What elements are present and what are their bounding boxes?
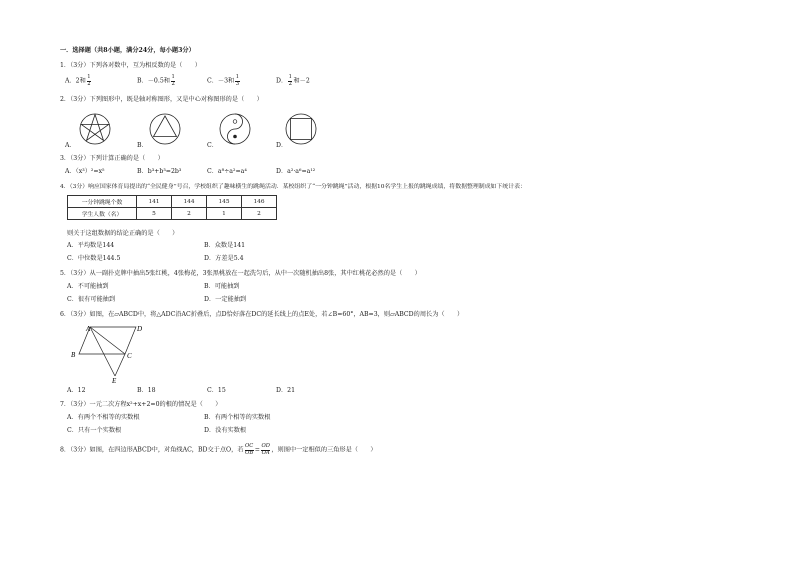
- q2-option-d: D．: [276, 142, 288, 149]
- table-cell: 144: [172, 196, 207, 208]
- q1-option-c: C．－3和 $\frac{1}{3}$: [207, 74, 240, 87]
- q1-option-b: B．－0.5和 $\frac{1}{2}$: [137, 74, 175, 87]
- q1-option-a: A．2和 $\frac{1}{2}$: [65, 74, 91, 87]
- q6-option-b: B．18: [137, 387, 156, 394]
- q4-option-b: B．众数是141: [204, 242, 246, 249]
- point-label-a: A: [86, 325, 91, 333]
- q5-option-b: B．可能抽到: [204, 283, 240, 290]
- triangle-circle-figure: [148, 112, 182, 146]
- q4-option-d: D．方差是5.4: [204, 255, 244, 262]
- table-cell: 一分钟跳绳个数: [68, 196, 137, 208]
- point-label-d: D: [137, 325, 143, 333]
- q7-option-d: D．没有实数根: [204, 427, 247, 434]
- q5-stem: 5．（3分）从一副扑克牌中抽出5张红桃，4张梅花，3张黑桃放在一起洗匀后，从中一次随机抽出8张，其中红桃花必然的是（ ）: [60, 270, 421, 277]
- q3-option-d: D．a²·a⁶=a¹²: [276, 168, 316, 175]
- q3-option-c: C．a⁸÷a²=a⁴: [207, 168, 247, 175]
- section-title: 一．选择题（共8小题，满分24分，每小题3分）: [60, 47, 195, 54]
- q2-option-c: C．: [207, 142, 218, 149]
- square-circle-figure: [284, 112, 318, 146]
- q7-option-c: C．只有一个实数根: [67, 427, 122, 434]
- parallelogram-fold-figure: [66, 320, 156, 384]
- table-cell: 5: [137, 208, 172, 220]
- q5-option-d: D．一定能抽到: [204, 296, 247, 303]
- table-cell: 141: [137, 196, 172, 208]
- q3-stem: 3．（3分）下列计算正确的是（ ）: [60, 155, 164, 162]
- q4-option-a: A．平均数是144: [67, 242, 115, 249]
- table-cell: 1: [207, 208, 242, 220]
- q3-option-a: A．（x³）²=x⁵: [65, 168, 105, 175]
- q2-stem: 2．（3分）下列图形中，既是轴对称图形，又是中心对称图形的是（ ）: [60, 96, 263, 103]
- point-label-e: E: [112, 377, 117, 385]
- q4-stats-table: [67, 195, 277, 220]
- q6-option-d: D．21: [276, 387, 296, 394]
- point-label-b: B: [71, 351, 76, 359]
- q4-after-table: 则关于这组数据的结论正确的是（ ）: [67, 230, 179, 237]
- q7-option-b: B．有两个相等的实数根: [204, 414, 271, 421]
- q6-option-a: A．12: [67, 387, 86, 394]
- table-cell: 2: [242, 208, 277, 220]
- yin-yang-figure: [218, 112, 252, 146]
- table-cell: 146: [242, 196, 277, 208]
- q1-option-d: D． $\frac{1}{2}$ 和－2: [276, 74, 310, 87]
- q5-option-a: A．不可能抽到: [67, 283, 109, 290]
- q4-stem: 4．（3分）响应国家体育局提出的“全民健身”号召，学校组织了趣味横生的跳绳活动．某校组织了“一分钟跳绳”活动，根据10名学生上报的跳绳成绩，将数据整理制成如下统计表：: [60, 184, 526, 190]
- point-label-c: C: [127, 352, 132, 360]
- q4-option-c: C．中位数是144.5: [67, 255, 121, 262]
- pentagram-circle-figure: [78, 112, 112, 146]
- q7-stem: 7．（3分）一元二次方程x²+x+2=0的根的情况是（ ）: [60, 401, 222, 408]
- q8-stem: 8．（3分）如图，在四边形ABCD中，对角线AC，BD交于点O，若 $\frac{OC}{OB}$ = $\frac{OD}{OA}$ ，则图中一定相似的三角形是（ ）: [60, 443, 377, 456]
- q1-stem: 1．（3分）下列各对数中，互为相反数的是（ ）: [60, 62, 201, 69]
- q3-option-b: B．b³+b³=2b³: [137, 168, 182, 175]
- table-cell: 学生人数（名）: [68, 208, 137, 220]
- q5-option-c: C．很有可能抽到: [67, 296, 116, 303]
- table-row: [68, 196, 277, 208]
- q2-option-b: B．: [137, 142, 148, 149]
- q6-option-c: C．15: [207, 387, 226, 394]
- q2-option-a: A．: [65, 142, 76, 149]
- table-row: [68, 208, 277, 220]
- table-cell: 145: [207, 196, 242, 208]
- q6-stem: 6．（3分）如图，在▱ABCD中，将△ADC沿AC折叠后，点D恰好落在DC的延长线上的点E处，若∠B=60°，AB=3，则▱ABCD的周长为（ ）: [60, 311, 464, 318]
- table-cell: 2: [172, 208, 207, 220]
- q7-option-a: A．有两个不相等的实数根: [67, 414, 140, 421]
